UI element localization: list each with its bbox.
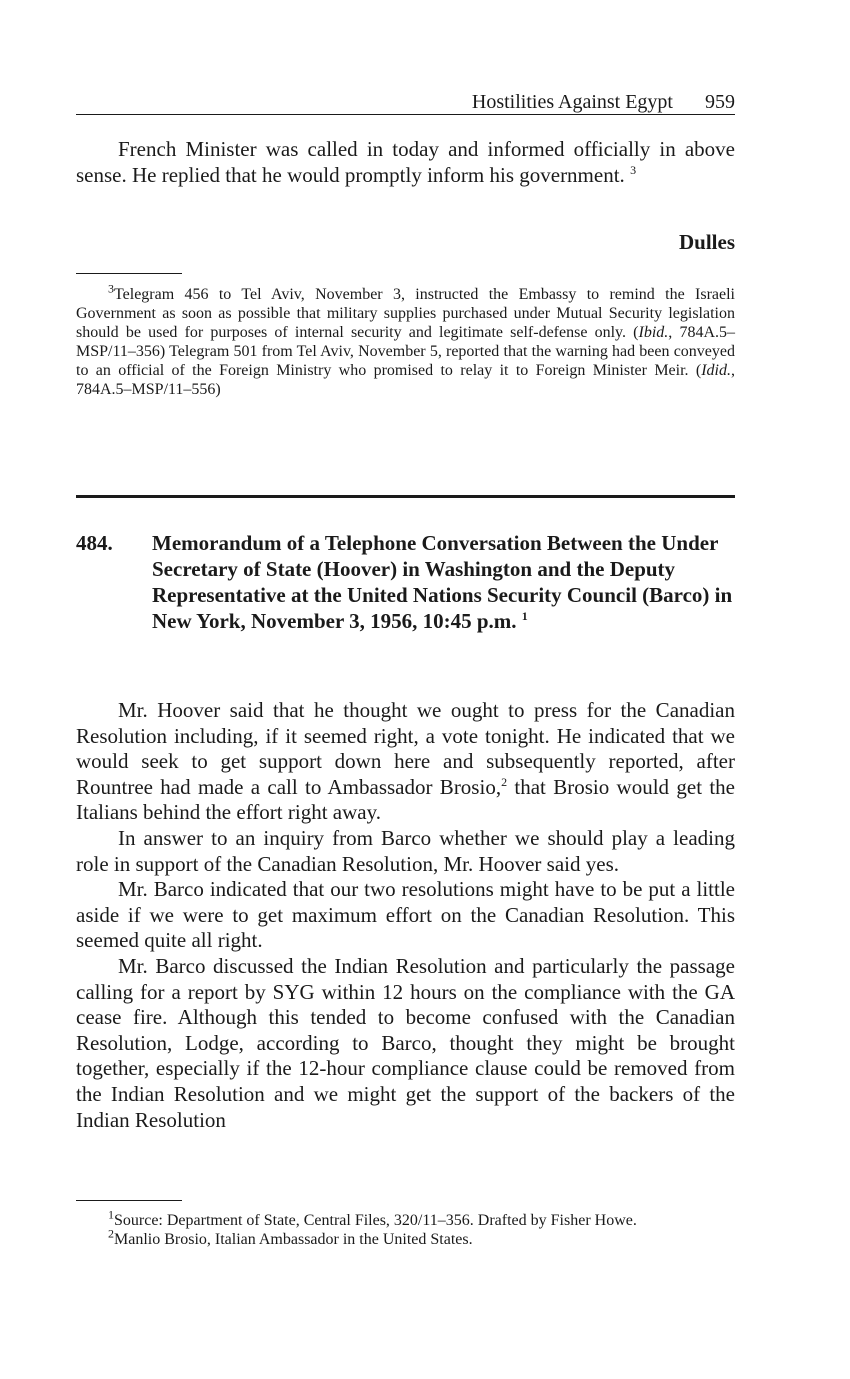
- footnote-2-marker: 2: [108, 1226, 114, 1241]
- paragraph-3: Mr. Barco indicated that our two resolutions might have to be put a little aside if we were to get maximum effort on the Canadian Resolution. This seemed quite all right.: [76, 877, 735, 953]
- document-title-text: Memorandum of a Telephone Conversation Between the Under Secretary of State (Hoover) in Washington and the Deputy Representative at the United Nations Security Council (Barco) in New York, November 3, 1956, 10:45 p.m.: [152, 531, 733, 633]
- top-paragraph: [76, 137, 735, 188]
- paragraph-1: [76, 698, 735, 826]
- footnote-3-text-a: Telegram 456 to Tel Aviv, November 3, instructed the Embassy to remind the Israeli Government as soon as possible that military supplies purchased under Mutual Security legislation should be used for purposes of internal security and legitimate self-defense only. (: [76, 286, 735, 341]
- document-heading: [76, 530, 735, 634]
- footnote-ref-2: 2: [501, 774, 508, 789]
- footnote-3: [76, 281, 735, 399]
- footnote-1-text: Source: Department of State, Central Files, 320/11–356. Drafted by Fisher Howe.: [114, 1212, 637, 1229]
- section-divider: [76, 495, 735, 498]
- footnote-ref-1: 1: [521, 609, 528, 623]
- footnote-ref-3: 3: [630, 162, 637, 177]
- document-title: [152, 530, 735, 634]
- paragraph-4: Mr. Barco discussed the Indian Resolution and particularly the passage calling for a report by SYG within 12 hours on the compliance with the GA cease fire. Although this tended to become confused with the Canadian Resolution, Lodge, according to Barco, thought they might be brought together, especially if the 12-hour compliance clause could be removed from the Indian Resolution and we might get the support of the backers of the Indian Resolution: [76, 953, 735, 1132]
- footnote-3-text-b: , 784A.5–MSP/11–356) Telegram 501 from Tel Aviv, November 5, reported that the warning had been conveyed to an official of the Foreign Ministry who promised to relay it to Foreign Minister Meir. (: [76, 324, 735, 379]
- footnote-1-marker: 1: [108, 1207, 114, 1222]
- footnotes-bottom: [76, 1207, 735, 1249]
- document-body: [76, 698, 735, 1133]
- footnote-rule-bottom: [76, 1200, 182, 1201]
- footnote-3-text-c: , 784A.5–MSP/11–556): [76, 362, 735, 398]
- footnote-3-ibid: Ibid.: [638, 324, 669, 341]
- page-number: 959: [705, 91, 735, 113]
- footnote-2: [76, 1226, 735, 1249]
- footnote-1: [76, 1207, 735, 1230]
- footnote-3-idid: Idid.: [701, 362, 731, 379]
- paragraph-1-text-b: that Brosio would get the Italians behind the effort right away.: [76, 774, 735, 825]
- footnote-3-marker: 3: [108, 281, 114, 296]
- paragraph-2: In answer to an inquiry from Barco whether we should play a leading role in support of the Canadian Resolution, Mr. Hoover said yes.: [76, 825, 735, 876]
- running-head: [76, 90, 735, 115]
- footnote-2-text: Manlio Brosio, Italian Ambassador in the United States.: [114, 1231, 473, 1248]
- top-paragraph-text: French Minister was called in today and informed officially in above sense. He replied that he would promptly inform his government.: [76, 137, 735, 187]
- paragraph-1-text-a: Mr. Hoover said that he thought we ought to press for the Canadian Resolution including, if it seemed right, a vote tonight. He indicated that we would seek to get support down here and subsequently reported, after Rountree had made a call to Ambassador Brosio,: [76, 698, 735, 799]
- document-number: 484.: [76, 531, 113, 555]
- signature: Dulles: [678, 230, 735, 254]
- footnote-rule-top: [76, 273, 182, 274]
- running-head-title: Hostilities Against Egypt: [471, 91, 673, 113]
